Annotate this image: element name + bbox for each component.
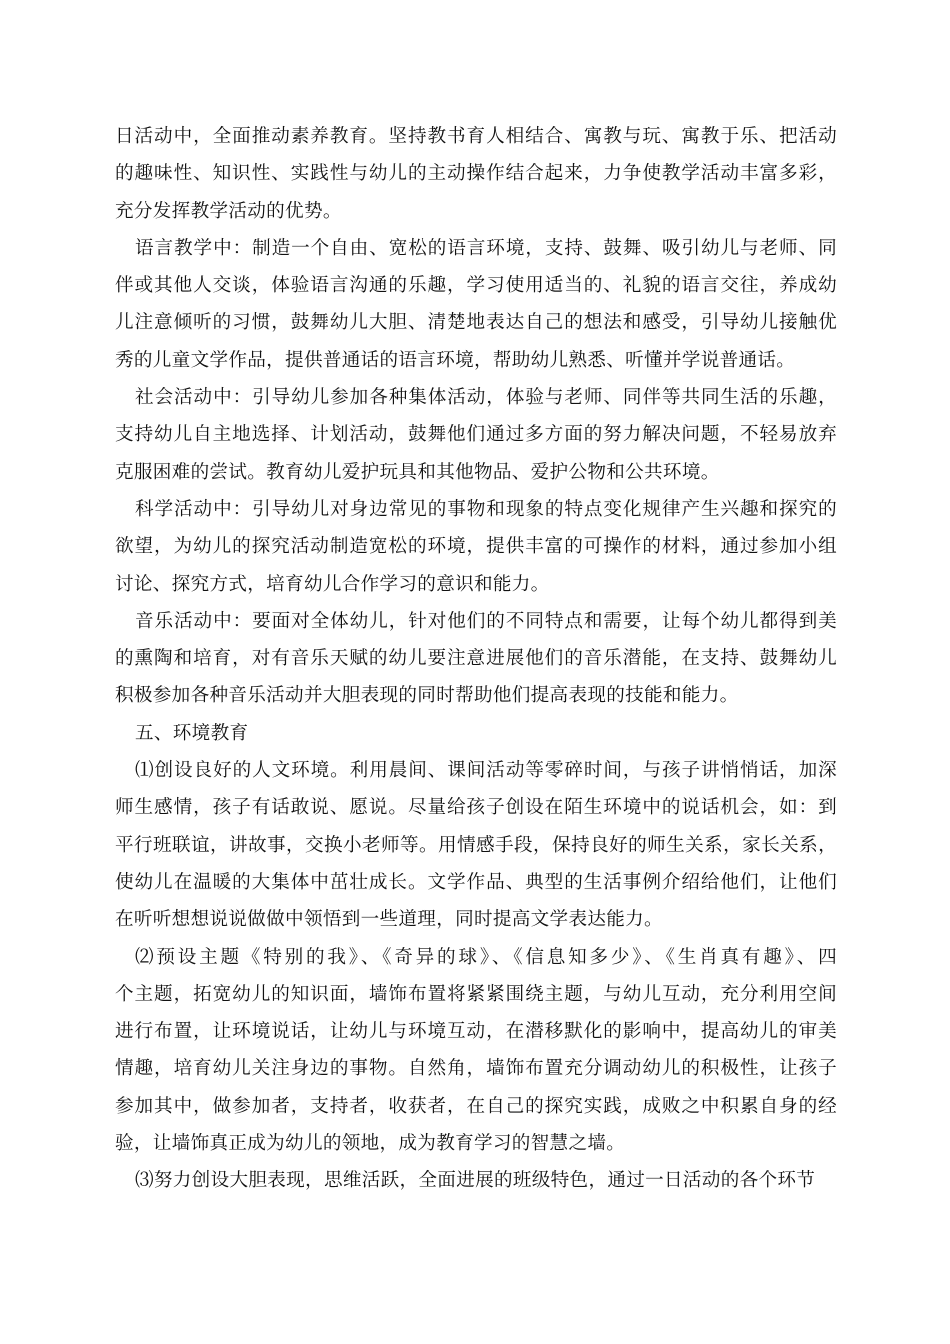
- text-line: 使幼儿在温暖的大集体中茁壮成长。文学作品、典型的生活事例介绍给他们，让他们: [115, 871, 837, 893]
- text-line: 日活动中，全面推动素养教育。坚持教书育人相结合、寓教与玩、寓教于乐、把活动: [115, 126, 837, 147]
- text-line: ⑴创设良好的人文环境。利用晨间、课间活动等零碎时间，与孩子讲悄悄话，加深: [135, 760, 837, 782]
- text-line: 讨论、探究方式，培育幼儿合作学习的意识和能力。: [115, 573, 550, 595]
- document-body: [115, 118, 837, 1200]
- paragraph-humanistic-environment: [115, 752, 837, 938]
- text-line: 语言教学中：制造一个自由、宽松的语言环境，支持、鼓舞、吸引幼儿与老师、同: [135, 237, 837, 259]
- text-line: 儿注意倾听的习惯，鼓舞幼儿大胆、清楚地表达自己的想法和感受，引导幼儿接触优: [115, 312, 837, 334]
- paragraph-science-activity: [115, 491, 837, 603]
- text-line: 的趣味性、知识性、实践性与幼儿的主动操作结合起来，力争使教学活动丰富多彩，: [115, 163, 837, 185]
- text-line: 师生感情，孩子有话敢说、愿说。尽量给孩子创设在陌生环境中的说话机会，如：到: [115, 797, 837, 819]
- paragraph-language-teaching: [115, 230, 837, 379]
- text-line: ⑶努力创设大胆表现，思维活跃，全面进展的班级特色，通过一日活动的各个环节: [135, 1170, 816, 1192]
- paragraph-intro: [115, 118, 837, 230]
- text-line: 科学活动中：引导幼儿对身边常见的事物和现象的特点变化规律产生兴趣和探究的: [135, 498, 837, 520]
- text-line: 平行班联谊，讲故事，交换小老师等。用情感手段，保持良好的师生关系，家长关系，: [115, 834, 837, 856]
- text-line: ⑵预设主题《特别的我》、《奇异的球》、《信息知多少》、《生肖真有趣》、四: [135, 946, 837, 968]
- text-line: 社会活动中：引导幼儿参加各种集体活动，体验与老师、同伴等共同生活的乐趣，: [135, 387, 837, 409]
- text-line: 克服困难的尝试。教育幼儿爱护玩具和其他物品、爱护公物和公共环境。: [115, 461, 720, 483]
- text-line: 秀的儿童文学作品，提供普通话的语言环境，帮助幼儿熟悉、听懂并学说普通话。: [115, 349, 796, 371]
- paragraph-class-features: [115, 1162, 837, 1199]
- paragraph-social-activity: [115, 379, 837, 491]
- text-line: 参加其中，做参加者，支持者，收获者，在自己的探究实践，成败之中积累自身的经: [115, 1095, 837, 1117]
- paragraph-music-activity: [115, 603, 837, 715]
- text-line: 的熏陶和培育，对有音乐天赋的幼儿要注意进展他们的音乐潜能，在支持、鼓舞幼儿: [115, 648, 837, 670]
- text-line: 支持幼儿自主地选择、计划活动，鼓舞他们通过多方面的努力解决问题，不轻易放弃: [115, 424, 837, 446]
- paragraph-theme-planning: [115, 939, 837, 1163]
- section-heading: 五、环境教育: [135, 722, 249, 744]
- text-line: 欲望，为幼儿的探究活动制造宽松的环境，提供丰富的可操作的材料，通过参加小组: [115, 536, 837, 558]
- text-line: 伴或其他人交谈，体验语言沟通的乐趣，学习使用适当的、礼貌的语言交往，养成幼: [115, 275, 837, 297]
- text-line: 音乐活动中：要面对全体幼儿，针对他们的不同特点和需要，让每个幼儿都得到美: [135, 610, 837, 632]
- text-line: 验，让墙饰真正成为幼儿的领地，成为教育学习的智慧之墙。: [115, 1133, 626, 1155]
- text-line: 在听听想想说说做做中领悟到一些道理，同时提高文学表达能力。: [115, 909, 663, 931]
- text-line: 积极参加各种音乐活动并大胆表现的同时帮助他们提高表现的技能和能力。: [115, 685, 739, 707]
- text-line: 个主题，拓宽幼儿的知识面，墙饰布置将紧紧围绕主题，与幼儿互动，充分利用空间: [115, 983, 837, 1005]
- text-line: 充分发挥教学活动的优势。: [115, 200, 342, 222]
- text-line: 进行布置，让环境说话，让幼儿与环境互动，在潜移默化的影响中，提高幼儿的审美: [115, 1021, 837, 1043]
- text-line: 情趣，培育幼儿关注身边的事物。自然角，墙饰布置充分调动幼儿的积极性，让孩子: [115, 1058, 837, 1080]
